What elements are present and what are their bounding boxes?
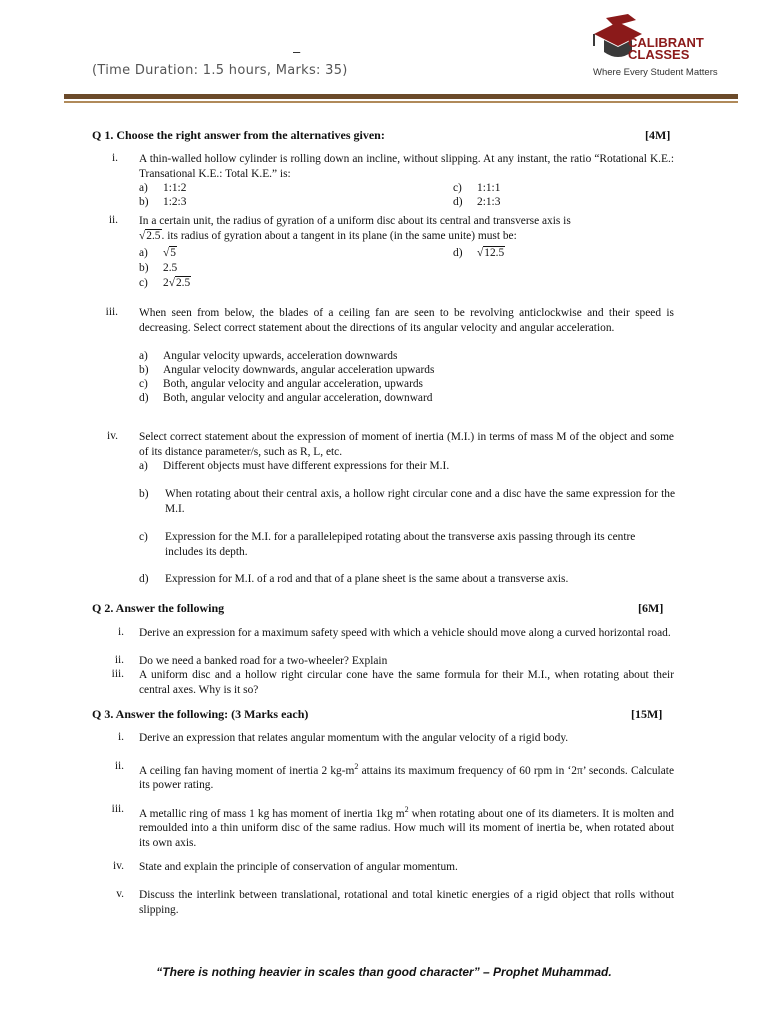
q1-ii-text-line2: . its radius of gyration about a tangent in its plane (in the same unite) must be:	[161, 229, 517, 242]
q1-iv-option-d: Expression for M.I. of a rod and that of a plane sheet is the same about a transverse axis.	[165, 573, 569, 585]
q3-ii-text-part2: attains its maximum frequency of 60 rpm in ‘2π’ seconds. Calculate its power rating.	[139, 764, 674, 792]
q2-iii-number: iii.	[111, 668, 124, 680]
q1-ii-text-line1: In a certain unit, the radius of gyration of a uniform disc about its central and transverse axis is	[139, 215, 571, 227]
option-value: Different objects must have different expressions for their M.I.	[163, 460, 450, 472]
q2-i-number: i.	[117, 626, 124, 638]
q1-i-text: A thin-walled hollow cylinder is rolling down an incline, without slipping. At any instant, the ratio “Rotational K.E.: Transational K.E.: Total K.E.” is:	[139, 153, 674, 180]
superscript: 2	[404, 805, 409, 814]
option-letter: a)	[139, 182, 148, 194]
header-divider-thin	[64, 101, 738, 103]
q3-iii-text-part2: when rotating about one of its diameters. It is molten and remoulded into a thin uniform disc of the same radius. How much will its moment of inertia be, when rotated about its own axis.	[139, 807, 674, 849]
option-letter: a)	[139, 460, 148, 472]
option-letter: a)	[139, 350, 148, 362]
sqrt-expression: √12.5	[477, 247, 505, 259]
q3-v-number: v.	[116, 888, 124, 900]
q3-v-text: Discuss the interlink between translational, rotational and total kinetic energies of a rigid object that rolls without slipping.	[139, 889, 674, 916]
header-divider-thick	[64, 94, 738, 99]
q3-ii-text-part1: A ceiling fan having moment of inertia 2 kg-m	[139, 764, 355, 777]
option-letter: d)	[453, 196, 463, 208]
q1-iv-option-c-letter: c)	[139, 531, 148, 543]
q1-ii-option-c	[139, 276, 191, 291]
q3-i-number: i.	[117, 731, 124, 743]
q1-iv-option-b-letter: b)	[139, 488, 149, 500]
q1-ii-option-d	[453, 246, 505, 261]
option-letter: c)	[453, 182, 462, 194]
brand-tagline: Where Every Student Matters	[593, 67, 718, 78]
q3-iv-number: iv.	[113, 860, 124, 872]
brand-name-line2: CLASSES	[628, 47, 690, 62]
header-dash: –	[293, 44, 301, 59]
option-letter: d)	[139, 392, 149, 404]
option-value: 1:2:3	[163, 196, 187, 208]
q3-iii-text	[139, 803, 674, 850]
option-letter: b)	[139, 196, 149, 208]
footer-quote: “There is nothing heavier in scales than good character” – Prophet Muhammad.	[156, 965, 612, 979]
option-letter: b)	[139, 262, 149, 274]
q3-i-text: Derive an expression that relates angular momentum with the angular velocity of a rigid body.	[139, 732, 569, 744]
q1-ii-number: ii.	[108, 214, 118, 226]
option-letter: d)	[453, 247, 463, 259]
option-letter: a)	[139, 247, 148, 259]
option-value: Both, angular velocity and angular acceleration, upwards	[163, 378, 423, 390]
q1-ii-option-b	[139, 261, 177, 276]
option-letter: c)	[139, 277, 148, 289]
q3-marks: [15M]	[631, 707, 663, 721]
q2-ii-text: Do we need a banked road for a two-wheeler? Explain	[139, 655, 388, 667]
option-value: 2:1:3	[477, 196, 501, 208]
option-letter: c)	[139, 378, 148, 390]
q2-ii-number: ii.	[114, 654, 124, 666]
q1-i-number: i.	[111, 152, 118, 164]
q1-iii-option-d	[139, 391, 432, 406]
q2-title: Q 2. Answer the following	[92, 601, 225, 615]
q1-iii-option-a	[139, 349, 397, 364]
q1-iii-text: When seen from below, the blades of a ceiling fan are seen to be revolving anticlockwise and their speed is decreasing. Select correct statement about the directions of its angular velocity and angular acceleration.	[139, 307, 674, 334]
superscript: 2	[354, 762, 359, 771]
q1-ii-option-a	[139, 246, 177, 261]
option-value: Both, angular velocity and angular acceleration, downward	[163, 392, 433, 404]
q1-ii-text	[139, 214, 674, 243]
q1-iv-number: iv.	[107, 430, 118, 442]
q3-title: Q 3. Answer the following: (3 Marks each)	[92, 707, 309, 721]
q1-i-option-c	[453, 181, 500, 196]
option-value: 1:1:1	[477, 182, 501, 194]
q3-ii-number: ii.	[114, 760, 124, 772]
sqrt-expression: √2.5	[168, 277, 191, 289]
q1-i-option-b	[139, 195, 186, 210]
q1-i-option-a	[139, 181, 186, 196]
brand-logo	[588, 12, 738, 82]
option-value: Angular velocity upwards, acceleration downwards	[163, 350, 398, 362]
q3-iii-number: iii.	[111, 803, 124, 815]
q1-iii-option-c	[139, 377, 423, 392]
sqrt-expression: √2.5	[139, 229, 161, 242]
option-value: 2.5	[163, 262, 178, 274]
q2-iii-text: A uniform disc and a hollow right circular cone have the same formula for their M.I., when rotating about their central axes. Why is it so?	[139, 669, 674, 696]
option-value: 1:1:2	[163, 182, 187, 194]
option-value: Angular velocity downwards, angular acceleration upwards	[163, 364, 435, 376]
q3-ii-text	[139, 760, 674, 793]
q1-iv-option-a	[139, 459, 674, 474]
q1-title: Q 1. Choose the right answer from the alternatives given:	[92, 128, 385, 142]
brand-name-line1: CALIBRANT	[628, 35, 704, 50]
q1-i-option-d	[453, 195, 500, 210]
q1-iv-text: Select correct statement about the expression of moment of inertia (M.I.) in terms of mass M of the object and some of its distance parameter/s, such as R, L, etc.	[139, 431, 674, 458]
q3-iii-text-part1: A metallic ring of mass 1 kg has moment of inertia 1kg m	[139, 807, 405, 820]
sqrt-expression: √5	[163, 247, 176, 259]
q3-iv-text: State and explain the principle of conservation of angular momentum.	[139, 861, 458, 873]
q1-iv-option-c: Expression for the M.I. for a parallelepiped rotating about the transverse axis passing through its centre includes its depth.	[165, 531, 636, 558]
option-coefficient: 2	[163, 277, 169, 289]
brand-name	[628, 37, 704, 61]
q2-i-text: Derive an expression for a maximum safety speed with which a vehicle should move along a curved horizontal road.	[139, 627, 671, 639]
exam-duration-marks: (Time Duration: 1.5 hours, Marks: 35)	[92, 63, 348, 78]
q1-marks: [4M]	[645, 128, 671, 142]
q1-iii-option-b	[139, 363, 434, 378]
option-letter: b)	[139, 364, 149, 376]
q2-marks: [6M]	[638, 601, 664, 615]
q1-iv-option-b: When rotating about their central axis, a hollow right circular cone and a disc have the same expression for the M.I.	[165, 488, 675, 515]
q1-iii-number: iii.	[105, 306, 118, 318]
q1-iv-option-d-letter: d)	[139, 573, 149, 585]
